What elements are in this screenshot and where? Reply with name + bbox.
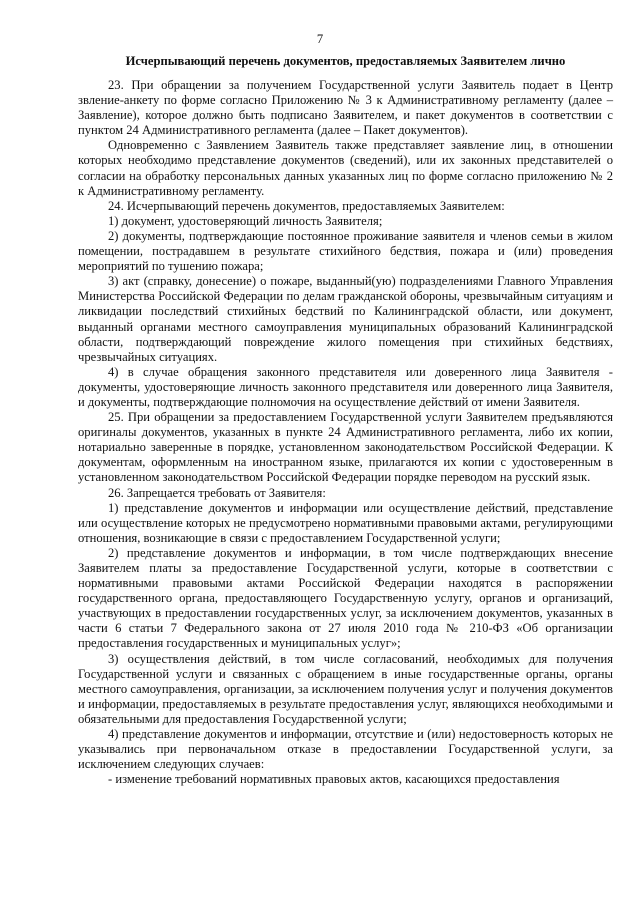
list-item-26-3: 3) осуществления действий, в том числе согласований, необходимых для получения Государственной услуги и связанных с обращением в иные государственные органы, органы местного самоуправления, организации, за исключением получения услуг и получения документов и информации, предоставляемых в результате предоставления услуг, являющихся необходимыми и обязательными для предоставления Государственной услуги;	[78, 651, 613, 726]
list-item-26-1: 1) представление документов и информации или осуществление действий, представление или осуществление которых не предусмотрено нормативными правовыми актами, регулирующими отношения, возникающие в связи с предоставлением Государственной услуги;	[78, 500, 613, 545]
list-item-26-4: 4) представление документов и информации, отсутствие и (или) недостоверность которых не указывались при первоначальном отказе в предоставлении Государственной услуги, за исключением следующих случаев:	[78, 727, 613, 772]
section-heading: Исчерпывающий перечень документов, предоставляемых Заявителем лично	[125, 54, 566, 68]
list-item-26-4-dash: - изменение требований нормативных правовых актов, касающихся предоставления	[108, 772, 560, 787]
list-item-26-2: 2) представление документов и информации, в том числе подтверждающих внесение Заявителем платы за предоставление Государственной услуги, которые в соответствии с нормативными правовыми актами Российской Федерации находятся в распоряжении государственного органа, предоставляющего Государственную услугу, органов и организаций, участвующих в предоставлении государственных услуг, за исключением документов, указанных в части 6 статьи 7 Федерального закона от 27 июля 2010 года № 210-ФЗ «Об организации предоставления государственных и муниципальных услуг»;	[78, 545, 613, 651]
document-body	[78, 78, 613, 787]
list-item-24-2: 2) документы, подтверждающие постоянное проживание заявителя и членов семьи в жилом помещении, пострадавшем в результате стихийного бедствия, пожара и (или) проведения мероприятий по тушению пожара;	[78, 228, 613, 274]
paragraph-24: 24. Исчерпывающий перечень документов, предоставляемых Заявителем:	[108, 198, 505, 213]
paragraph-25: 25. При обращении за предоставлением Государственной услуги Заявителем предъявляются оригиналы документов, указанных в пункте 24 Административного регламента, либо их копии, нотариально заверенные в порядке, установленном законодательством Российской Федерации. К документам, оформленным на иностранном языке, прилагаются их копии с удостоверенным в установленном законодательством Российской Федерации порядке переводом на русский язык.	[78, 410, 613, 485]
page-number: 7	[316, 32, 324, 46]
list-item-24-4: 4) в случае обращения законного представителя или доверенного лица Заявителя - документы, удостоверяющие личность законного представителя или доверенного лица Заявителя, и документы, подтверждающие полномочия на осуществление действий от имени Заявителя.	[78, 364, 613, 409]
paragraph-consent: Одновременно с Заявлением Заявитель также представляет заявление лиц, в отношении которых необходимо представление документов (сведений), или их законных представителей о согласии на обработку персональных данных указанных лиц по форме согласно приложению № 2 к Административному регламенту.	[78, 138, 613, 198]
paragraph-23: 23. При обращении за получением Государственной услуги Заявитель подает в Центр звление-анкету по форме согласно Приложению № 3 к Административному регламенту (далее – Заявление), которое должно быть подписано Заявителем, и пакет документов в соответствии с пунктом 24 Административного регламента (далее – Пакет документов).	[78, 78, 613, 138]
list-item-24-1: 1) документ, удостоверяющий личность Заявителя;	[108, 213, 383, 228]
paragraph-26: 26. Запрещается требовать от Заявителя:	[108, 485, 326, 500]
list-item-24-3: 3) акт (справку, донесение) о пожаре, выданный(ую) подразделениями Главного Управления Министерства Российской Федерации по делам гражданской обороны, чрезвычайным ситуациям и ликвидации последствий стихийных бедствий по Калининградской области, или документ, выданный органами местного самоуправления муниципальных образований Калининградской области, подтверждающий повреждение жилого помещения при стихийных бедствиях, чрезвычайных ситуациях.	[78, 274, 613, 364]
